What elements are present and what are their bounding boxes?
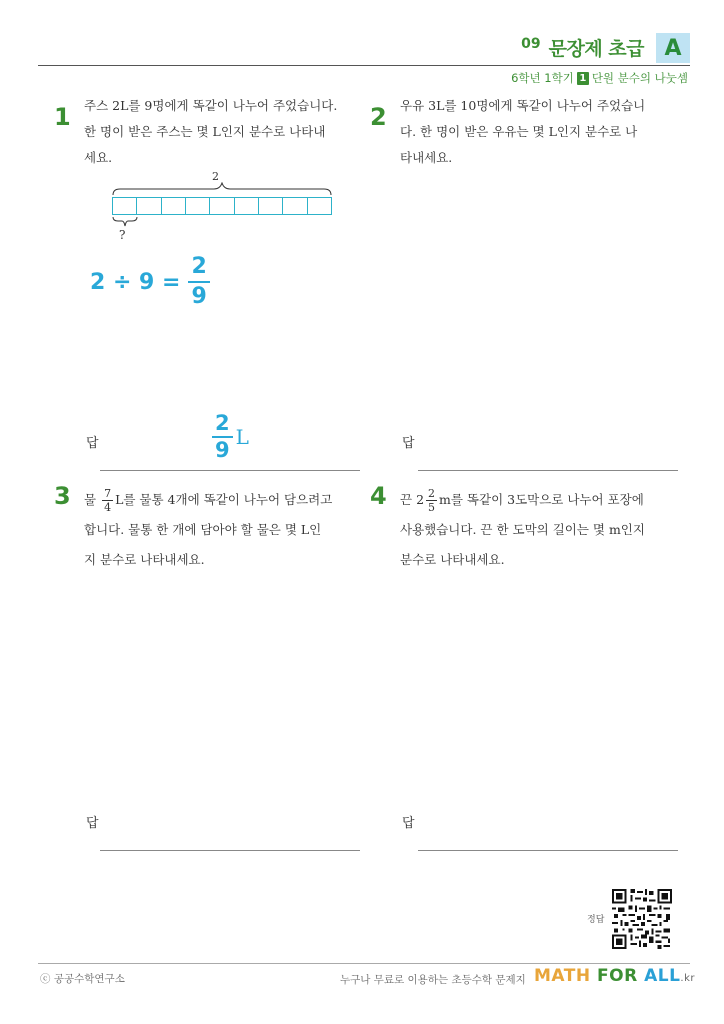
unit-info (511, 70, 688, 86)
problem-3-line: 지 분수로 나타내세요. (84, 552, 205, 567)
tape-cell (162, 198, 186, 214)
problem-1-answer-line (100, 470, 360, 471)
problem-4-fraction (426, 488, 437, 513)
tape-cell (235, 198, 259, 214)
worksheet-title-text: 문장제 초급 (548, 38, 644, 60)
footer-copyright: ⓒ 공공수학연구소 (40, 973, 125, 985)
tape-cell (137, 198, 161, 214)
worksheet-title (521, 34, 644, 61)
tape-cell (283, 198, 307, 214)
problem-2-answer-line (418, 470, 678, 471)
fraction-denominator: 4 (104, 501, 112, 514)
problem-4-text-post: m를 똑같이 3도막으로 나누어 포장에 (439, 492, 644, 507)
worksheet-number: 09 (521, 35, 541, 52)
problem-4-number: 4 (370, 482, 387, 510)
answer-numerator: 2 (212, 413, 233, 438)
tape-bottom-brace (112, 216, 138, 228)
tape-cell (210, 198, 234, 214)
tape-cell (113, 198, 137, 214)
answer-unit: L (235, 425, 249, 449)
problem-1-text (84, 93, 360, 171)
problem-2-line: 다. 한 명이 받은 우유는 몇 L인지 분수로 나 (400, 124, 638, 139)
footer-tagline: 누구나 무료로 이용하는 초등수학 문제지 (340, 974, 526, 986)
header-divider (38, 65, 690, 66)
problem-4-whole: 2 (416, 492, 425, 507)
tape-cell (259, 198, 283, 214)
tape-bar (112, 197, 332, 215)
brand-for: FOR (597, 966, 638, 986)
problem-2-number: 2 (370, 103, 387, 131)
fraction-numerator: 7 (104, 487, 112, 500)
problem-1-number: 1 (54, 103, 71, 131)
footer-brand-logo (534, 966, 695, 986)
fraction-denominator: 9 (191, 284, 207, 309)
problem-1-answer-label: 답 (86, 436, 99, 451)
tape-diagram (112, 170, 332, 242)
unit-title: 단원 분수의 나눗셈 (591, 71, 688, 85)
problem-4-answer-label: 답 (402, 816, 415, 831)
unit-number-badge: 1 (577, 72, 589, 85)
problem-1-line: 한 명이 받은 주스는 몇 L인지 분수로 나타내 (84, 124, 326, 139)
problem-2-line: 우유 3L를 10명에게 똑같이 나누어 주었습니 (400, 98, 646, 113)
problem-2-text (400, 93, 676, 171)
qr-label: 정답 (587, 915, 605, 925)
tape-cell (308, 198, 331, 214)
answer-fraction (212, 413, 233, 461)
problem-4-line: 사용했습니다. 끈 한 도막의 길이는 몇 m인지 (400, 522, 645, 537)
problem-1-line: 세요. (84, 150, 113, 165)
brand-math: MATH (534, 966, 591, 986)
problem-3-text-pre: 물 (84, 492, 97, 507)
answer-denominator: 9 (215, 438, 230, 462)
problem-3-line (84, 485, 360, 515)
problem-4-text (400, 485, 676, 575)
problem-2-answer-label: 답 (402, 436, 415, 451)
level-badge: A (656, 33, 690, 63)
brand-all: ALL (644, 966, 681, 986)
problem-3-text-post: L를 물통 4개에 똑같이 나누어 담으려고 (115, 492, 333, 507)
problem-3-text (84, 485, 360, 575)
problem-1-line: 주스 2L를 9명에게 똑같이 나누어 주었습니다. (84, 98, 338, 113)
problem-3-line: 합니다. 물통 한 개에 담아야 할 물은 몇 L인 (84, 522, 322, 537)
problem-4-line: 분수로 나타내세요. (400, 552, 505, 567)
grade-label: 6학년 1학기 (511, 71, 574, 85)
tape-top-brace (112, 182, 332, 196)
problem-4-line (400, 485, 676, 515)
problem-3-fraction (102, 488, 113, 513)
fraction-denominator: 5 (428, 501, 436, 514)
fraction-numerator: 2 (428, 487, 436, 500)
problem-1-answer (212, 413, 249, 461)
equation-expression: 2 ÷ 9 = (90, 269, 181, 295)
problem-3-answer-label: 답 (86, 816, 99, 831)
footer-divider (38, 963, 690, 964)
worked-equation (90, 256, 210, 308)
problem-3-answer-line (100, 850, 360, 851)
qr-code-icon[interactable] (612, 889, 672, 949)
problem-2-line: 타내세요. (400, 150, 453, 165)
problem-3-number: 3 (54, 482, 71, 510)
problem-4-text-pre: 끈 (400, 492, 413, 507)
tape-total-label: 2 (212, 170, 219, 183)
equation-fraction (188, 256, 209, 308)
tape-cell (186, 198, 210, 214)
problem-4-answer-line (418, 850, 678, 851)
fraction-numerator: 2 (188, 256, 209, 283)
brand-kr: .kr (680, 973, 695, 984)
tape-part-label: ? (119, 228, 126, 242)
